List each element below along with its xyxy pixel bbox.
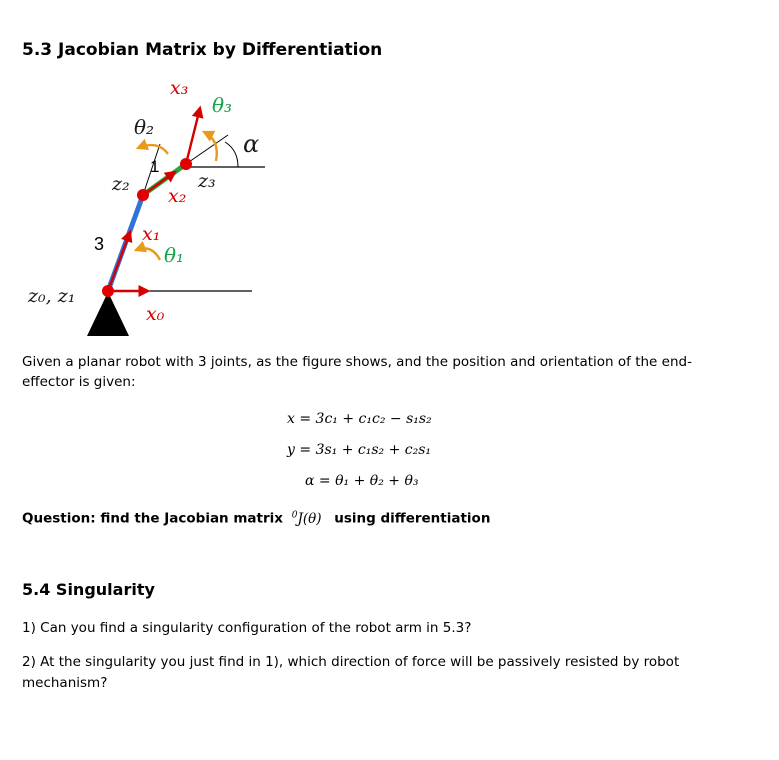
label-x3: x₃: [170, 77, 189, 99]
question-prefix: Question: find the Jacobian matrix: [22, 510, 283, 527]
theta1-arc: [136, 248, 160, 260]
base-triangle: [87, 292, 129, 336]
label-theta3: θ₃: [212, 93, 233, 117]
label-x0: x₀: [146, 303, 165, 325]
label-z3: z₃: [198, 170, 216, 192]
robot-arm-figure: [20, 72, 300, 342]
theta2-arc: [138, 145, 168, 154]
label-theta2: θ₂: [134, 115, 155, 139]
equation-x: x = 3c₁ + c₁c₂ − s₁s₂: [287, 411, 432, 427]
theta3-arc: [204, 132, 217, 161]
label-x2: x₂: [168, 185, 187, 207]
label-link1-length: 3: [94, 234, 105, 254]
equation-alpha-rhs: θ₁ + θ₂ + θ₃: [335, 473, 419, 489]
joint-3: [180, 158, 192, 170]
problem-description: Given a planar robot with 3 joints, as the figure shows, and the position and orientation of the end-effector is given:: [22, 354, 692, 390]
equation-alpha-lhs: α: [305, 473, 315, 489]
label-theta1: θ₁: [164, 243, 185, 267]
jacobian-symbol: [292, 511, 322, 527]
equation-y: y = 3s₁ + c₁s₂ + c₂s₁: [287, 442, 432, 458]
joint-1: [102, 285, 114, 297]
label-z2: z₂: [112, 173, 130, 195]
singularity-question-2: 2) At the singularity you just find in 1), which direction of force will be passively resisted by robot mechanism?: [22, 654, 680, 691]
section-title-jacobian: 5.3 Jacobian Matrix by Differentiation: [22, 40, 383, 60]
label-z0-z1: z₀, z₁: [28, 285, 76, 307]
jacobian-body: J(θ): [297, 510, 322, 527]
question-suffix: using differentiation: [334, 510, 491, 527]
x1-axis-arrow: [108, 232, 130, 291]
singularity-question-1: 1) Can you find a singularity configuration of the robot arm in 5.3?: [22, 620, 472, 636]
equation-y-rhs: 3s₁ + c₁s₂ + c₂s₁: [315, 442, 432, 458]
equation-x-rhs: 3c₁ + c₁c₂ − s₁s₂: [315, 411, 432, 427]
equation-alpha: α = θ₁ + θ₂ + θ₃: [305, 473, 419, 489]
section-title-singularity: 5.4 Singularity: [22, 580, 155, 599]
jacobian-superscript: 0: [291, 510, 298, 520]
equation-y-lhs: y: [287, 442, 295, 458]
equation-x-lhs: x: [287, 411, 295, 427]
label-alpha: α: [243, 130, 260, 158]
question-jacobian: [22, 510, 490, 527]
label-link2-length: 1: [150, 157, 160, 176]
label-x1: x₁: [142, 223, 161, 245]
joint-2: [137, 189, 149, 201]
alpha-arc: [225, 142, 238, 167]
